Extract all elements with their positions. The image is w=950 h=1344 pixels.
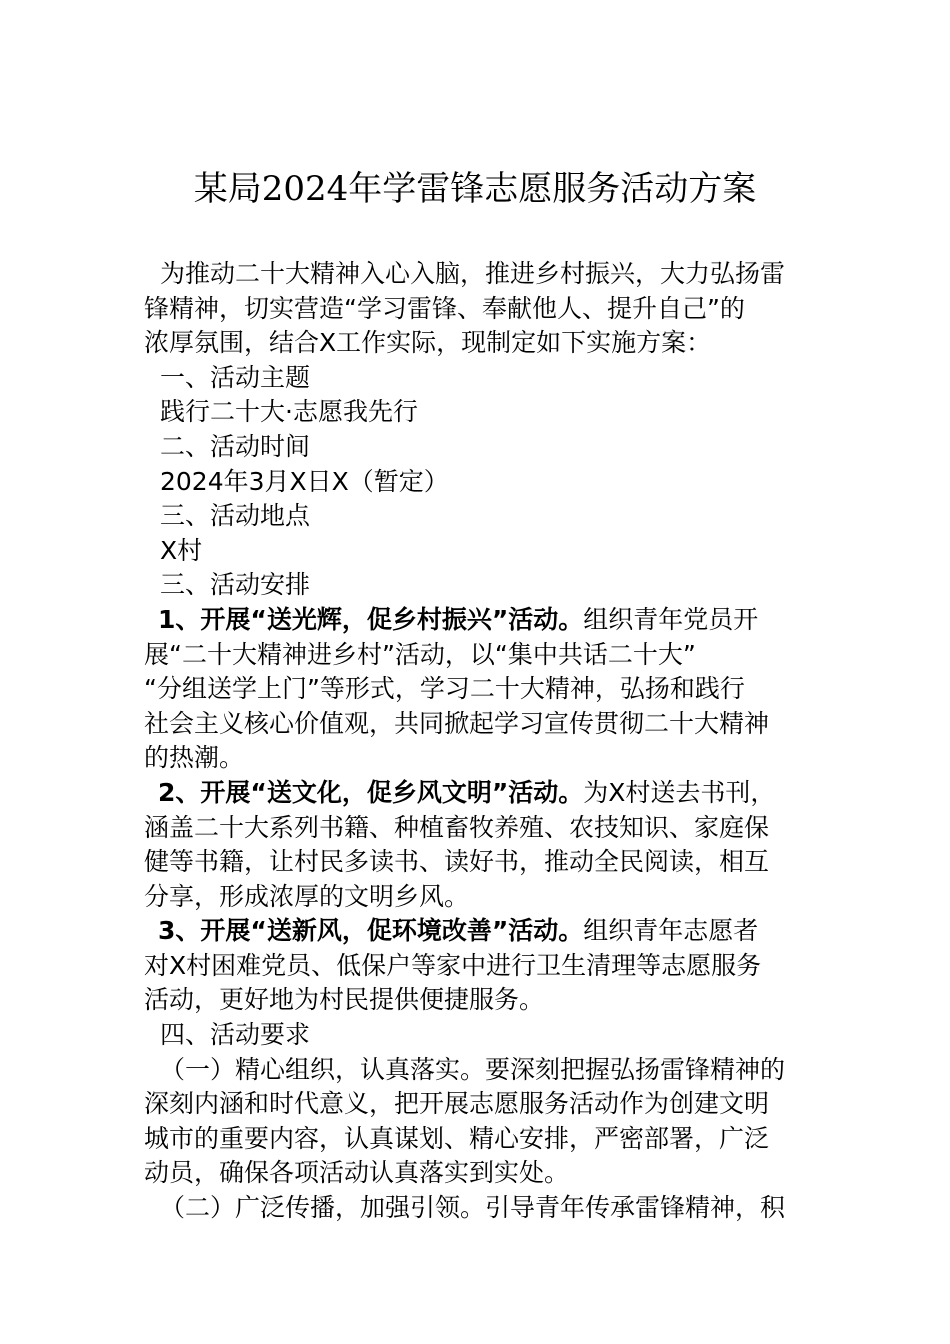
arrangement-item-2-line-2: 涵盖二十大系列书籍、种植畜牧养殖、农技知识、家庭保 — [144, 812, 770, 842]
arrangement-item-1-line-2: 展“二十大精神进乡村”活动，以“集中共话二十大” — [144, 639, 696, 669]
section-content-theme: 践行二十大·志愿我先行 — [160, 397, 418, 427]
requirement-2-line-1: （二）广泛传播，加强引领。引导青年传承雷锋精神，积 — [160, 1193, 786, 1223]
section-heading-time: 二、活动时间 — [160, 431, 311, 461]
arrangement-item-3-title: 3、开展“送新风，促环境改善”活动。 — [158, 916, 584, 946]
arrangement-item-3-line-2: 对X村困难党员、低保户等家中进行卫生清理等志愿服务 — [144, 950, 762, 980]
arrangement-item-1-line-3: “分组送学上门”等形式，学习二十大精神，弘扬和践行 — [144, 674, 745, 704]
arrangement-item-1-title: 1、开展“送光辉，促乡村振兴”活动。 — [158, 604, 584, 634]
arrangement-item-3-line-3: 活动，更好地为村民提供便捷服务。 — [144, 985, 545, 1015]
requirement-1-line-4: 动员，确保各项活动认真落实到实处。 — [144, 1158, 570, 1188]
arrangement-item-2-text: 为X村送去书刊， — [583, 777, 776, 807]
arrangement-item-1-line-5: 的热潮。 — [144, 743, 245, 773]
arrangement-item-3-text: 组织青年志愿者 — [583, 916, 759, 946]
document-body — [144, 257, 808, 1226]
intro-line-2: 锋精神，切实营造“学习雷锋、奉献他人、提升自己”的 — [144, 293, 745, 323]
requirement-1-line-2: 深刻内涵和时代意义，把开展志愿服务活动作为创建文明 — [144, 1089, 770, 1119]
document-title: 某局2024年学雷锋志愿服务活动方案 — [193, 169, 757, 209]
arrangement-item-2-title: 2、开展“送文化，促乡风文明”活动。 — [158, 777, 584, 807]
arrangement-item-1-line-4: 社会主义核心价值观，共同掀起学习宣传贯彻二十大精神 — [144, 708, 770, 738]
arrangement-item-2-line-4: 分享，形成浓厚的文明乡风。 — [144, 881, 470, 911]
arrangement-item-1-text: 组织青年党员开 — [583, 604, 759, 634]
section-heading-theme: 一、活动主题 — [160, 362, 311, 392]
arrangement-item-1-line-1 — [144, 603, 808, 638]
arrangement-item-3-line-1 — [144, 914, 808, 949]
requirement-1-line-1: （一）精心组织，认真落实。要深刻把握弘扬雷锋精神的 — [160, 1054, 786, 1084]
intro-line-3: 浓厚氛围，结合X工作实际，现制定如下实施方案： — [144, 328, 712, 358]
arrangement-item-2-line-1 — [144, 776, 808, 811]
requirement-1-line-3: 城市的重要内容，认真谋划、精心安排，严密部署，广泛 — [144, 1123, 770, 1153]
section-heading-arrangement: 三、活动安排 — [160, 570, 311, 600]
section-content-time: 2024年3月X日X（暂定） — [160, 466, 449, 496]
section-heading-location: 三、活动地点 — [160, 501, 311, 531]
intro-line-1: 为推动二十大精神入心入脑，推进乡村振兴，大力弘扬雷 — [160, 259, 786, 288]
arrangement-item-2-line-3: 健等书籍，让村民多读书、读好书，推动全民阅读，相互 — [144, 847, 770, 877]
section-content-location: X村 — [160, 535, 203, 565]
section-heading-requirements: 四、活动要求 — [160, 1020, 311, 1050]
